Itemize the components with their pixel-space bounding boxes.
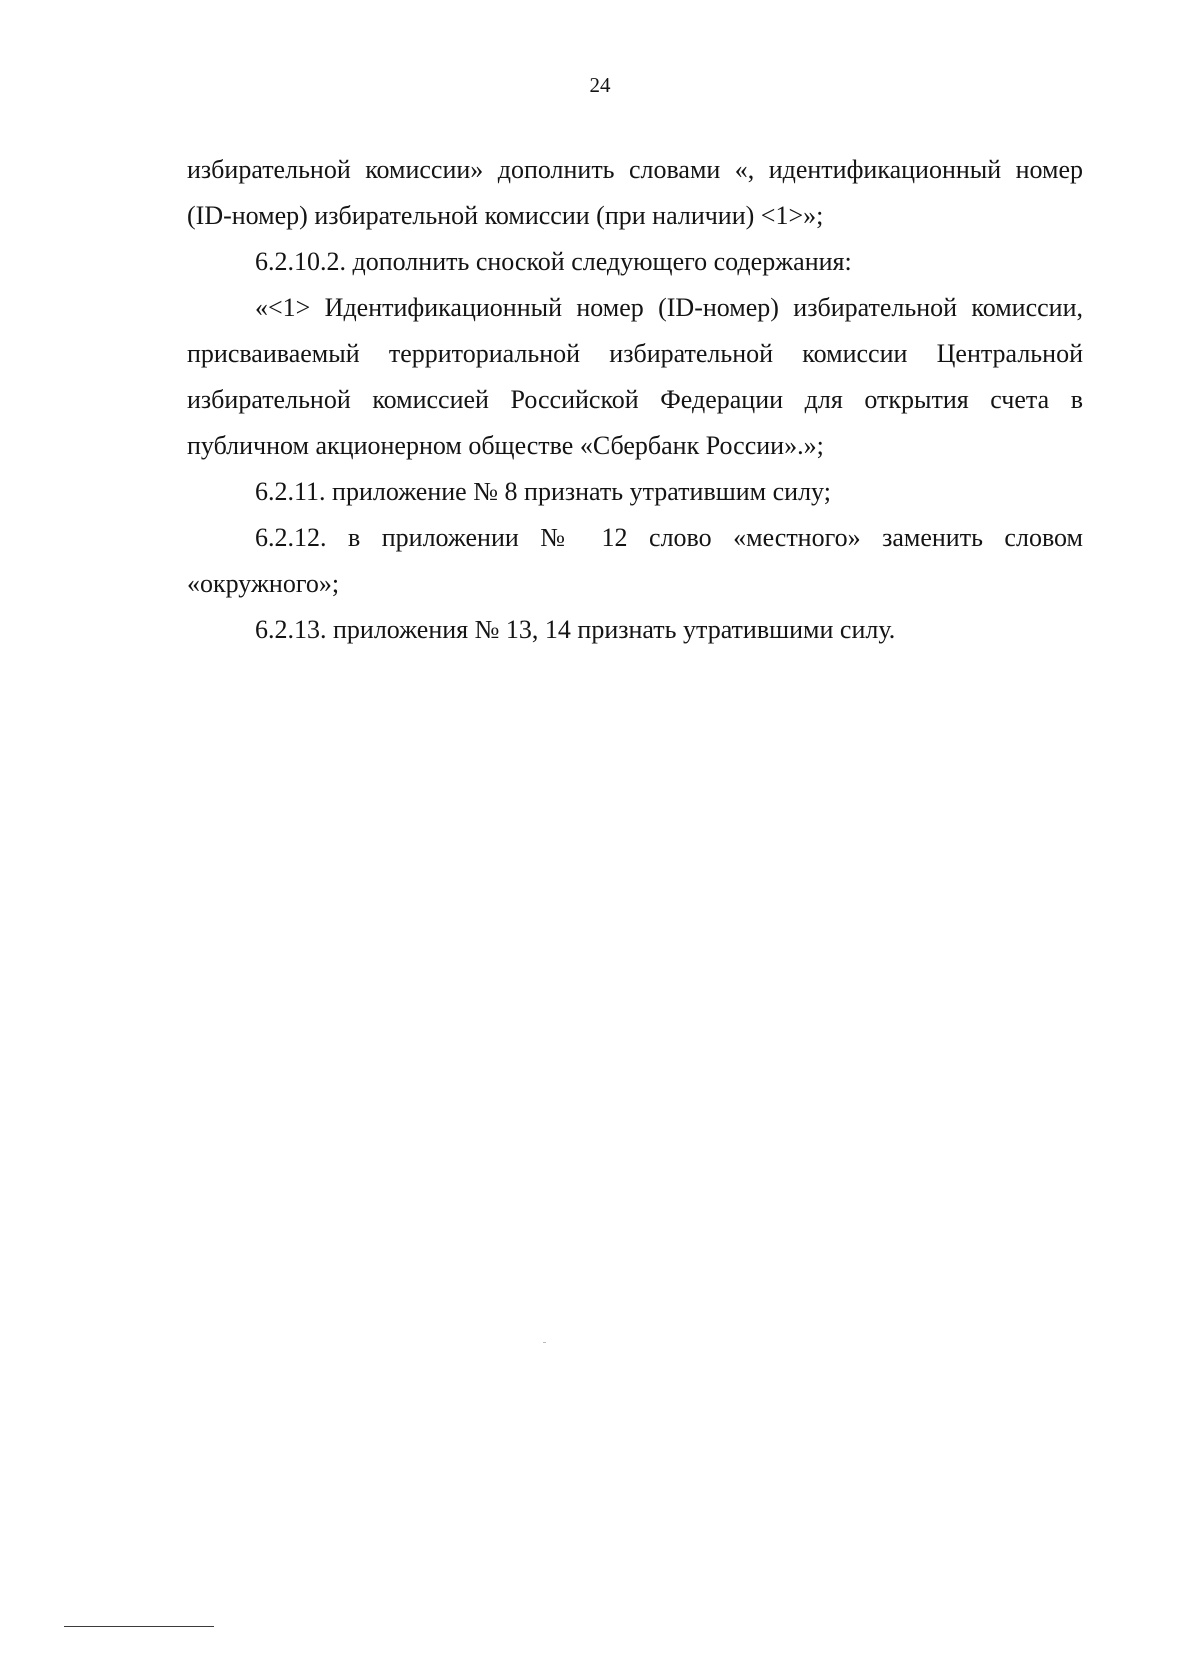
text-line: «<1> Идентификационный номер (ID-номер) избирательной комиссии, [255,293,1083,322]
page-number: 24 [589,73,611,97]
paragraph-6-2-10-2 [187,239,1083,285]
paragraph-6-2-13 [187,607,1083,653]
document-body [187,147,1083,653]
text-line: публичном акционерном обществе «Сбербанк России».»; [187,431,824,460]
text-line: избирательной комиссией Российской Федерации для открытия счета в [187,385,1083,414]
text-line: 6.2.11. приложение № 8 признать утратившим силу; [255,477,831,506]
text-line: 6.2.10.2. дополнить сноской следующего содержания: [255,247,852,276]
paragraph-6-2-12 [187,515,1083,607]
text-line: присваиваемый территориальной избирательной комиссии Центральной [187,339,1083,368]
text-line: 6.2.13. приложения № 13, 14 признать утратившими силу. [255,615,896,644]
text-line: (ID-номер) избирательной комиссии (при наличии) <1>»; [187,201,824,230]
paragraph-6-2-11 [187,469,1083,515]
paragraph-continuation [187,147,1083,239]
scan-speck [543,1342,546,1343]
text-line: избирательной комиссии» дополнить словами «, идентификационный номер [187,155,1083,184]
text-line: 6.2.12. в приложении № 12 слово «местного» заменить словом [255,523,1083,552]
paragraph-footnote-text [187,285,1083,469]
footnote-separator-line [64,1626,214,1627]
text-line: «окружного»; [187,569,340,598]
